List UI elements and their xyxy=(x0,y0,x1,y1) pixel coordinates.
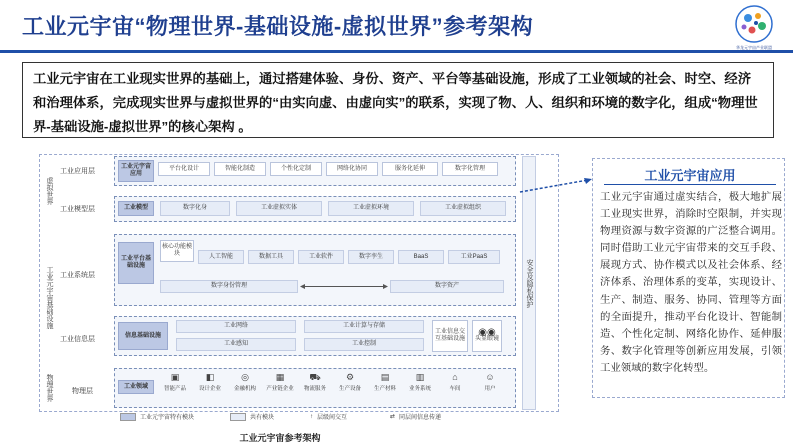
intro-text: 工业元宇宙在工业现实世界的基础上，通过搭建体验、身份、资产、平台等基础设施，形成了工业领域的社会、时空、经济和治理体系，完成现实世界与虚拟世界的“由实向虚、由虚向实”的联系，实现了物、人、组织和环境的数字化，组成“物理世界-基础设施-虚拟世界”的核心架构 。 xyxy=(33,71,758,134)
physical-item-icon: ⛟ xyxy=(309,372,321,382)
headset-label: 头显眼镜 xyxy=(474,336,499,342)
legend-cross-icon: ↑ xyxy=(310,413,313,420)
diagram-caption: 工业元宇宙参考架构 xyxy=(239,433,321,443)
application-title-divider xyxy=(604,184,776,185)
info-layer-title: 信息基础设施 xyxy=(118,322,168,350)
left-bar-infrastructure: 工业元宇宙基础设施 xyxy=(46,265,53,329)
system-item: 数字孪生 xyxy=(348,250,394,264)
digital-assets: 数字资产 xyxy=(390,280,504,293)
legend-shared-swatch xyxy=(230,413,246,421)
app-item: 智能化制造 xyxy=(214,162,266,176)
digital-identity: 数字身份管理 xyxy=(160,280,298,293)
model-item: 工业虚拟实体 xyxy=(236,201,322,216)
system-item: BaaS xyxy=(398,250,444,264)
legend-shared-label: 共有模块 xyxy=(250,415,275,421)
app-item: 数字化管理 xyxy=(442,162,498,176)
legend-same xyxy=(390,412,441,421)
physical-item-icon: ◧ xyxy=(205,372,215,382)
physical-item-label: 生产设备 xyxy=(338,386,361,392)
physical-item-icon: ◎ xyxy=(241,372,249,382)
physical-item-icon: ☺ xyxy=(485,372,495,382)
layer-label-physical: 物理层 xyxy=(72,388,93,395)
model-item: 数字化身 xyxy=(160,201,230,216)
physical-item-icon: ▣ xyxy=(170,372,180,382)
physical-item-label: 生产材料 xyxy=(373,386,396,392)
physical-item-label: 设计企业 xyxy=(198,386,221,392)
page-title: 工业元宇宙“物理世界-基础设施-虚拟世界”参考架构 xyxy=(22,14,534,39)
left-bar-virtual: 虚拟世界 xyxy=(46,177,53,205)
app-layer-title: 工业元宇宙应用 xyxy=(118,160,154,182)
architecture-diagram xyxy=(0,148,575,446)
core-module-label: 核心功能模块 xyxy=(160,240,194,262)
physical-item-label: 智能产品 xyxy=(163,386,186,392)
physical-item-label: 产业链企业 xyxy=(266,386,294,392)
identity-assets-arrow xyxy=(300,280,388,293)
header-divider xyxy=(0,50,793,53)
app-item: 服务化延伸 xyxy=(382,162,438,176)
application-title: 工业元宇宙应用 xyxy=(644,168,736,183)
logo-text: 华龙元宇宙产业联盟 xyxy=(736,45,772,50)
application-body: 工业元宇宙通过虚实结合，极大地扩展工业现实世界，消除时空限制，并实现物理资源与数字资源的广泛整合调用。同时借助工业元宇宙带来的交互手段、展现方式、协作模式以及社会体系、经济体系、治理体系的变革，实现设计、生产、制造、服务、协同、管理等方面的全面提升，推动平台化设计、智能制造、个性化定制、网络化协作、延伸服务、数字化管理等创新应用发展，引领工业领域的数字化转型。 xyxy=(600,192,782,374)
model-item: 工业虚拟组织 xyxy=(420,201,506,216)
layer-label-info: 工业信息层 xyxy=(60,336,95,343)
legend-cross-label: 层级间交互 xyxy=(317,415,348,421)
legend-same-icon: ⇄ xyxy=(390,414,396,420)
left-bar-physical: 物理世界 xyxy=(46,374,53,402)
info-item: 工业控制 xyxy=(304,338,424,351)
model-layer-title: 工业模型 xyxy=(118,201,154,216)
model-item: 工业虚拟环境 xyxy=(328,201,414,216)
interaction-infrastructure: 工业信息交互基础设施 xyxy=(432,320,468,352)
logo-icon xyxy=(728,4,780,44)
layer-label-model: 工业模型层 xyxy=(60,206,95,213)
physical-item-icon: ⚙ xyxy=(345,372,355,382)
system-item: 工业PaaS xyxy=(448,250,500,264)
physical-item-label: 物流服务 xyxy=(303,386,326,392)
app-item: 个性化定制 xyxy=(270,162,322,176)
legend-module xyxy=(120,412,194,421)
app-item: 平台化设计 xyxy=(158,162,210,176)
physical-item-label: 业务系统 xyxy=(408,386,431,392)
layer-label-app: 工业应用层 xyxy=(60,168,95,175)
physical-item-label: 用户 xyxy=(484,386,496,392)
app-item: 网络化协同 xyxy=(326,162,378,176)
legend-module-swatch xyxy=(120,413,136,421)
intro-box xyxy=(22,62,774,138)
info-item: 工业网络 xyxy=(176,320,296,333)
physical-item-icon: ▥ xyxy=(415,372,425,382)
app-link-arrow xyxy=(518,176,594,196)
legend-shared xyxy=(230,412,274,421)
headset-icon: ◉◉ xyxy=(478,327,496,338)
physical-item-icon: ▤ xyxy=(380,372,390,382)
legend-module-label: 工业元宇宙特有模块 xyxy=(140,415,195,421)
headset-box xyxy=(472,320,502,352)
physical-item-label: 车间 xyxy=(449,386,461,392)
system-layer-title: 工业平台基础设施 xyxy=(118,242,154,284)
info-item: 工业计算与存储 xyxy=(304,320,424,333)
legend-cross xyxy=(310,412,347,421)
physical-item-icon: ▦ xyxy=(275,372,285,382)
system-item: 人工智能 xyxy=(198,250,244,264)
system-item: 工业软件 xyxy=(298,250,344,264)
physical-item-label: 金融机构 xyxy=(233,386,256,392)
info-item: 工业感知 xyxy=(176,338,296,351)
system-item: 数据工具 xyxy=(248,250,294,264)
physical-layer-title: 工业领域 xyxy=(118,380,154,394)
physical-item-icon: ⌂ xyxy=(452,372,458,382)
layer-label-system: 工业系统层 xyxy=(60,272,95,279)
legend-same-label: 同层间信息传递 xyxy=(399,415,442,421)
security-bar: 安全及隐私保护 xyxy=(522,156,536,410)
